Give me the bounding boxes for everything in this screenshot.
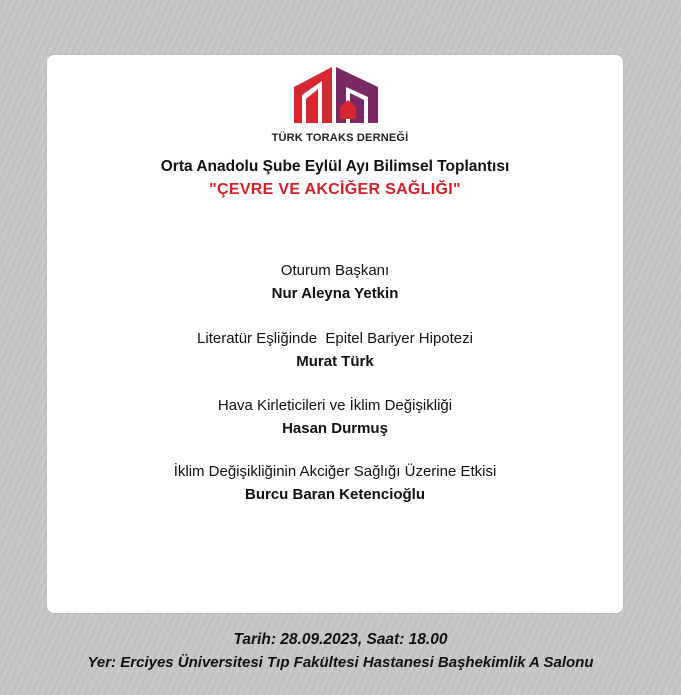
announcement-card [47,55,623,613]
turk-toraks-dernegi-logo [292,67,380,125]
program-item-name: Nur Aleyna Yetkin [271,285,399,302]
program-item-chair [47,260,623,306]
event-date-time: Tarih: 28.09.2023, Saat: 18.00 [233,631,448,648]
org-name: TÜRK TORAKS DERNEĞİ [271,132,409,144]
meeting-subtitle: "ÇEVRE VE AKCİĞER SAĞLIĞI" [209,181,461,198]
program-item-label: Oturum Başkanı [280,262,390,279]
program-item-name: Burcu Baran Ketencioğlu [244,486,426,503]
program-item-name: Hasan Durmuş [282,420,388,437]
event-location: Yer: Erciyes Üniversitesi Tıp Fakültesi Hastanesi Başhekimlik A Salonu [87,654,594,671]
program-item-talk-2 [47,395,623,441]
program-item-label: İklim Değişikliğinin Akciğer Sağlığı Üzerine Etkisi [173,463,497,480]
program-item-label: Literatür Eşliğinde Epitel Bariyer Hipotezi [197,330,473,347]
program-item-label: Hava Kirleticileri ve İklim Değişikliği [217,397,453,414]
program-item-name: Murat Türk [296,353,374,370]
program-item-talk-3 [47,461,623,507]
meeting-title: Orta Anadolu Şube Eylül Ayı Bilimsel Toplantısı [160,158,510,175]
program-item-talk-1 [47,328,623,374]
